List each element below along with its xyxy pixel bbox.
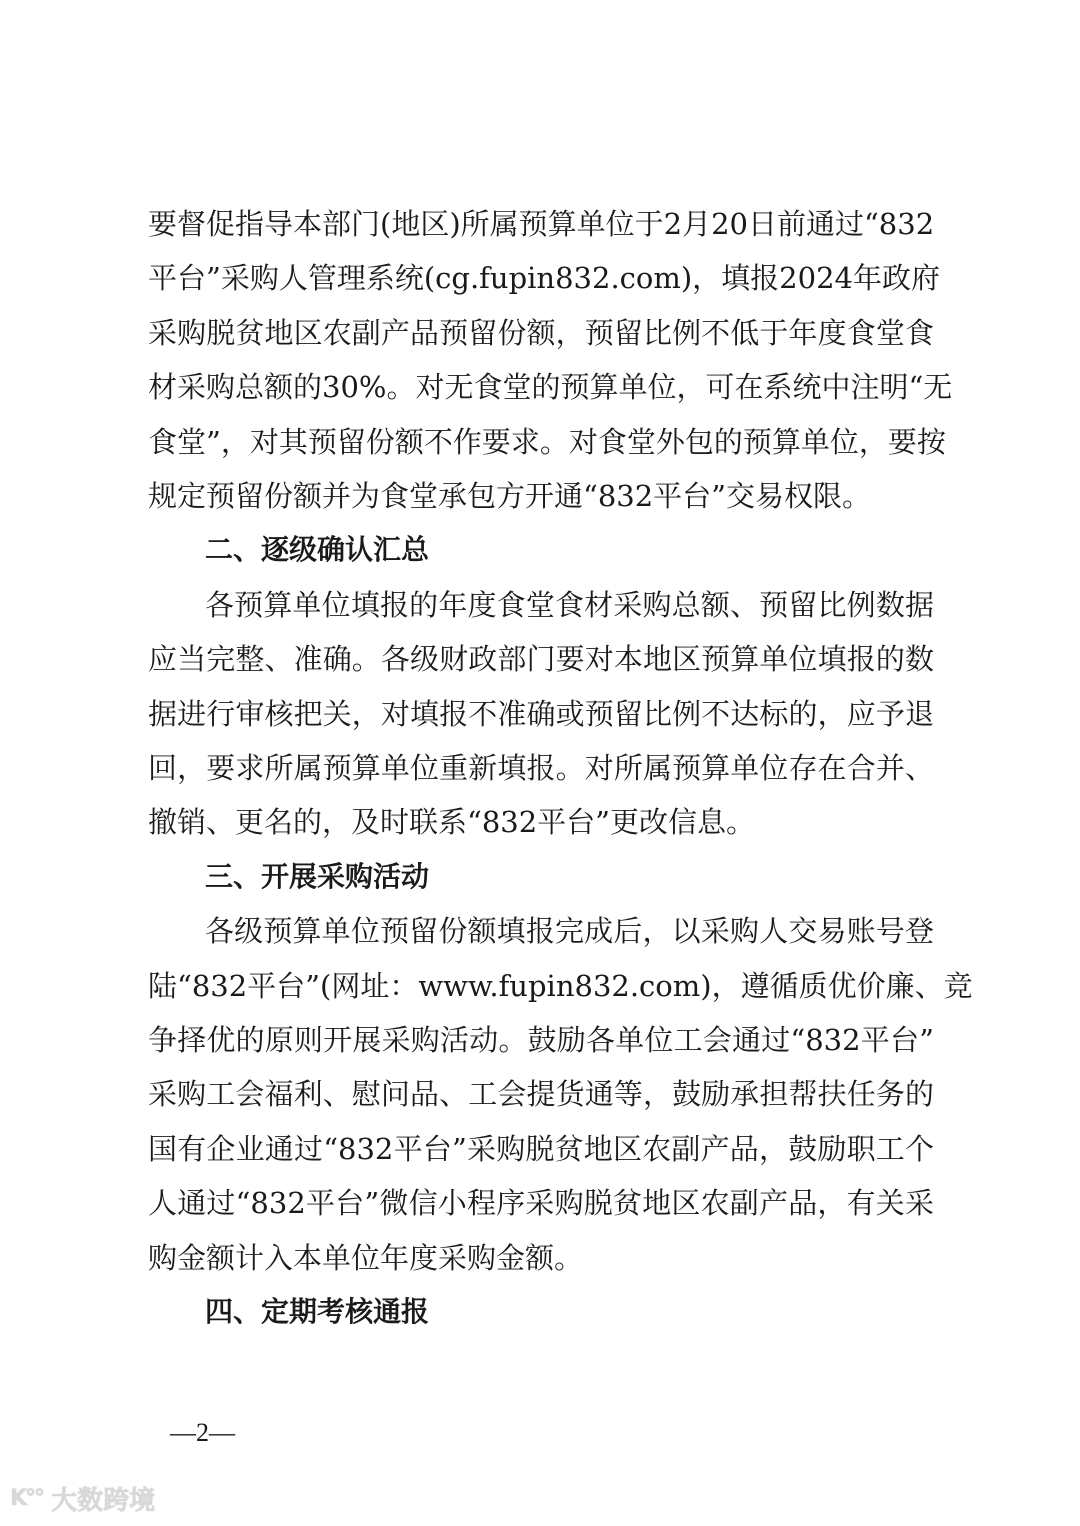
paragraph-line: 回，要求所属预算单位重新填报。对所属预算单位存在合并、	[148, 751, 934, 785]
paragraph-line: 争择优的原则开展采购活动。鼓励各单位工会通过“832平台”	[148, 1023, 934, 1057]
paragraph-line: 各级预算单位预留份额填报完成后，以采购人交易账号登	[205, 914, 934, 949]
paragraph-line: 国有企业通过“832平台”采购脱贫地区农副产品，鼓励职工个	[148, 1131, 934, 1166]
section-heading: 三、开展采购活动	[205, 859, 430, 893]
section-heading: 四、定期考核通报	[205, 1295, 430, 1328]
paragraph-line: 购金额计入本单位年度采购金额。	[148, 1240, 584, 1275]
page-number: —2—	[170, 1418, 235, 1447]
paragraph-line: 采购脱贫地区农副产品预留份额，预留比例不低于年度食堂食	[148, 315, 934, 350]
paragraph-line: 规定预留份额并为食堂承包方开通“832平台”交易权限。	[148, 479, 872, 513]
paragraph-line: 平台”采购人管理系统(cg.fupin832.com)，填报2024年政府	[148, 261, 940, 296]
paragraph-line: 材采购总额的30%。对无食堂的预算单位，可在系统中注明“无	[148, 370, 953, 405]
watermark	[10, 1480, 155, 1517]
section-heading: 二、逐级确认汇总	[205, 533, 430, 567]
paragraph-line: 要督促指导本部门(地区)所属预算单位于2月20日前通过“832	[148, 207, 935, 241]
paragraph-line: 人通过“832平台”微信小程序采购脱贫地区农副产品，有关采	[148, 1186, 934, 1221]
paragraph-line: 采购工会福利、慰问品、工会提货通等，鼓励承担帮扶任务的	[148, 1077, 934, 1112]
paragraph-line: 食堂”，对其预留份额不作要求。对食堂外包的预算单位，要按	[148, 424, 946, 459]
paragraph-line: 撤销、更名的，及时联系“832平台”更改信息。	[148, 805, 756, 840]
paragraph-line: 各预算单位填报的年度食堂食材采购总额、预留比例数据	[205, 587, 934, 622]
watermark-text: 大数跨境	[51, 1486, 156, 1516]
paragraph-line: 应当完整、准确。各级财政部门要对本地区预算单位填报的数	[148, 642, 934, 677]
watermark-logo-icon: K°°	[10, 1486, 44, 1511]
paragraph-line: 陆“832平台”(网址：www.fupin832.com)，遵循质优价廉、竞	[148, 968, 973, 1003]
paragraph-line: 据进行审核把关，对填报不准确或预留比例不达标的，应予退	[148, 696, 934, 731]
